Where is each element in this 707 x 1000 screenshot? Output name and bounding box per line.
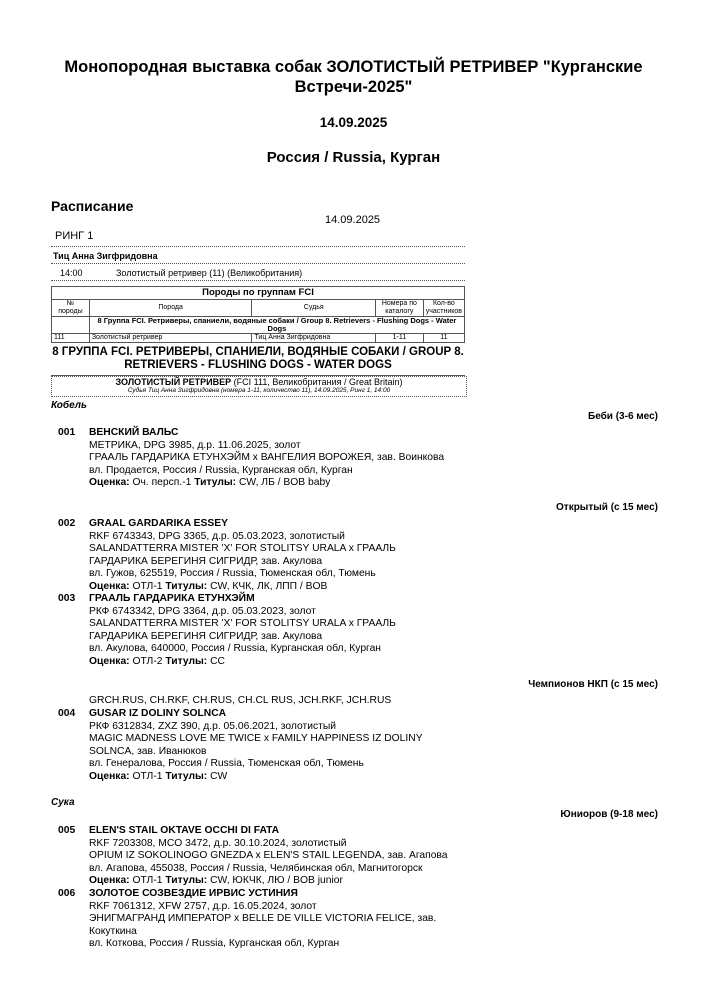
dog-name: ГРААЛЬ ГАРДАРИКА ЕТУНХЭЙМ [89, 593, 255, 604]
schedule-time: 14:00 [60, 268, 83, 278]
entry-line: SOLNCA, зав. Иванюков [89, 745, 207, 757]
class-heading: Беби (3-6 мес) [588, 411, 658, 422]
entry-line: вл. Продается, Россия / Russia, Курганская обл, Курган [89, 464, 353, 476]
entry-line: ГАРДАРИКА БЕРЕГИНЯ СИГРИДР, зав. Акулова [89, 555, 323, 567]
breed-box [51, 376, 467, 397]
breed-name: ЗОЛОТИСТЫЙ РЕТРИВЕР [115, 377, 232, 387]
entry-number: 006 [58, 888, 76, 899]
entry-line: вл. Акулова, 640000, Россия / Russia, Курганская обл, Курган [89, 643, 381, 655]
entry-number: 005 [58, 825, 76, 836]
entry-number: 001 [58, 427, 76, 438]
entry-line: MAGIC MADNESS LOVE ME TWICE x FAMILY HAPPINESS IZ DOLINY [89, 733, 423, 745]
table-caption: Породы по группам FCI [52, 287, 465, 300]
entry-line: SALANDATTERRA MISTER 'X' FOR STOLITSY URALA x ГРААЛЬ [89, 618, 396, 630]
dog-name: ELEN'S STAIL OKTAVE OCCHI DI FATA [89, 825, 280, 836]
judge-name: Тиц Анна Зигфридовна [53, 251, 158, 261]
fci-groups-table [51, 286, 465, 343]
table-cell: 111 [52, 334, 90, 343]
entry-line: вл. Коткова, Россия / Russia, Курганская обл, Курган [89, 938, 340, 950]
schedule-row [60, 268, 303, 278]
dog-entry [58, 708, 478, 784]
divider [51, 246, 465, 247]
divider [51, 280, 465, 281]
divider [51, 263, 465, 264]
entry-line: RKF 7061312, XFW 2757, д.р. 16.05.2024, золот [89, 900, 317, 912]
entry-line: RKF 6743343, DPG 3365, д.р. 05.03.2023, золотистый [89, 530, 345, 542]
table-header: Кол-во участников [423, 300, 464, 317]
dog-entry [58, 888, 478, 951]
dog-name: GRAAL GARDARIKA ESSEY [89, 518, 229, 529]
class-heading: Юниоров (9-18 мес) [560, 809, 658, 820]
class-heading: Чемпионов НКП (с 15 мес) [528, 679, 658, 690]
sex-heading-female: Сука [51, 797, 75, 808]
show-date: 14.09.2025 [319, 115, 388, 130]
table-cell: Тиц Анна Зигфридовна [252, 334, 376, 343]
entry-line: RKF 7203308, MCO 3472, д.р. 30.10.2024, золотистый [89, 837, 347, 849]
table-header: № породы [52, 300, 90, 317]
entry-line: OPIUM IZ SOKOLINOGO GNEZDA x ELEN'S STAIL LEGENDA, зав. Агапова [89, 850, 448, 862]
table-cell: Золотистый ретривер [89, 334, 252, 343]
dog-entry [58, 593, 478, 669]
entry-line: вл. Гужов, 625519, Россия / Russia, Тюменская обл, Тюмень [89, 568, 376, 580]
entry-line: ГРААЛЬ ГАРДАРИКА ЕТУНХЭЙМ x ВАНГЕЛИЯ ВОРОЖЕЯ, зав. Воинкова [89, 452, 445, 464]
schedule-date: 14.09.2025 [325, 214, 381, 226]
dog-name: ЗОЛОТОЕ СОЗВЕЗДИЕ ИРВИС УСТИНИЯ [89, 888, 298, 899]
entry-line: Кокуткина [89, 925, 137, 937]
entry-line: РКФ 6743342, DPG 3364, д.р. 05.03.2023, золот [89, 605, 316, 617]
table-header: Номера по каталогу [375, 300, 423, 317]
group-banner: 8 ГРУППА FCI. РЕТРИВЕРЫ, СПАНИЕЛИ, ВОДЯНЫЕ СОБАКИ / GROUP 8. RETRIEVERS - FLUSHING DOGS - WATER DOGS [51, 346, 465, 376]
entry-result: Оценка: ОТЛ-1 Титулы: CW, КЧК, ЛК, ЛПП / BOB [89, 580, 328, 592]
table-header: Судья [252, 300, 376, 317]
entry-line: SALANDATTERRA MISTER 'X' FOR STOLITSY URALA x ГРААЛЬ [89, 543, 396, 555]
page-title: Монопородная выставка собак ЗОЛОТИСТЫЙ РЕТРИВЕР "Курганские Встречи-2025" [64, 58, 643, 96]
dog-entry [58, 518, 478, 594]
entry-line: ЭНИГМАГРАНД ИМПЕРАТОР x BELLE DE VILLE VICTORIA FELICE, зав. [89, 913, 437, 925]
entry-number: 004 [58, 708, 76, 719]
dog-name: GUSAR IZ DOLINY SOLNCA [89, 708, 227, 719]
entry-line: вл. Агапова, 455038, Россия / Russia, Челябинская обл, Магнитогорск [89, 862, 423, 874]
schedule-breed: Золотистый ретривер (11) (Великобритания) [116, 268, 303, 278]
table-cell: 11 [423, 334, 464, 343]
breed-info: (FCI 111, Великобритания / Great Britain) [231, 377, 403, 387]
entry-line: ГАРДАРИКА БЕРЕГИНЯ СИГРИДР, зав. Акулова [89, 630, 323, 642]
entry-line: РКФ 6312834, ZXZ 390, д.р. 05.06.2021, золотистый [89, 720, 337, 732]
entry-result: Оценка: ОТЛ-1 Титулы: CW, ЮКЧК, ЛЮ / BOB junior [89, 875, 343, 887]
sex-heading-male: Кобель [51, 400, 87, 411]
ring-label: РИНГ 1 [55, 230, 94, 242]
entry-number: 002 [58, 518, 76, 529]
entry-line: вл. Генералова, Россия / Russia, Тюменская обл, Тюмень [89, 758, 364, 770]
show-location: Россия / Russia, Курган [266, 149, 441, 166]
table-cell: 1-11 [375, 334, 423, 343]
group-row: 8 Группа FCI. Ретриверы, спаниели, водяные собаки / Group 8. Retrievers - Flushing Dogs - Water Dogs [89, 317, 464, 334]
entry-result: Оценка: Оч. персп.-1 Титулы: CW, ЛБ / BOB baby [89, 477, 331, 489]
champion-titles: GRCH.RUS, CH.RKF, CH.RUS, CH.CL RUS, JCH.RKF, JCH.RUS [89, 695, 392, 706]
dog-entry [58, 825, 478, 888]
table-header: Порода [89, 300, 252, 317]
breed-judge-info: Судья Тиц Анна Зигфридовна (номера 1-11, количество 11), 14.09.2025, Ринг 1, 14:00 [127, 387, 391, 394]
entry-line: МЕТРИКА, DPG 3985, д.р. 11.06.2025, золот [89, 439, 301, 451]
class-heading: Открытый (с 15 мес) [556, 502, 658, 513]
entry-number: 003 [58, 593, 76, 604]
schedule-heading: Расписание [51, 198, 134, 214]
dog-entry [58, 427, 478, 490]
entry-result: Оценка: ОТЛ-1 Титулы: CW [89, 770, 228, 782]
dog-name: ВЕНСКИЙ ВАЛЬС [89, 427, 179, 438]
entry-result: Оценка: ОТЛ-2 Титулы: CC [89, 655, 225, 667]
